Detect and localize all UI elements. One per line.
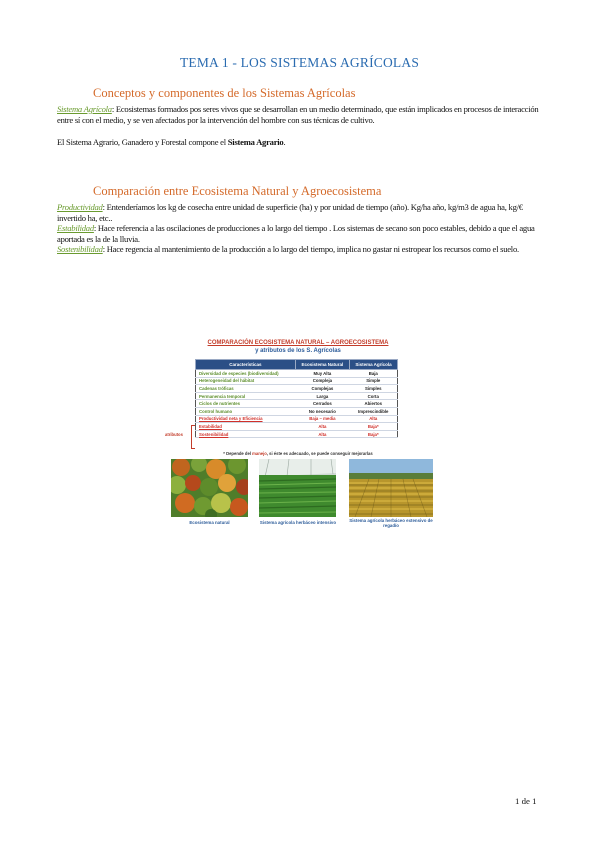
table-row <box>196 407 398 415</box>
caption-intensive: Sistema agrícola herbáceo intensivo <box>259 520 337 525</box>
section-heading-concepts: Conceptos y componentes de los Sistemas Agrícolas <box>93 86 356 100</box>
table-cell: Cadenas tróficas <box>196 385 296 393</box>
figure-title: COMPARACIÓN ECOSISTEMA NATURAL – AGROECOSISTEMA <box>207 340 389 346</box>
table-cell: Larga <box>295 392 349 400</box>
comparison-table <box>195 359 398 438</box>
table-cell: Simple <box>350 377 398 385</box>
text-end: . <box>283 137 286 147</box>
table-row-attribute <box>196 415 398 423</box>
table-cell: Heterogeneidad del hábitat <box>196 377 296 385</box>
paragraph-sistema-agrario <box>57 137 543 148</box>
table-cell: Baja* <box>350 430 398 438</box>
term-sistema-agricola: Sistema Agrícola <box>57 104 112 114</box>
table-cell: Compleja <box>295 377 349 385</box>
attribute-text: : Hace referencia a las oscilaciones de producciones a lo largo del tiempo . Los sistemas de secano son poco estables, debido a que el agua aportada es la de la lluvia. <box>57 223 535 244</box>
photo-extensive-field <box>349 459 433 517</box>
section-heading-comparison: Comparación entre Ecosistema Natural y Agroecosistema <box>93 184 382 198</box>
table-cell: Imprescindible <box>350 407 398 415</box>
term-sostenibilidad: Sostenibilidad <box>57 244 103 255</box>
attributes-list <box>57 202 543 255</box>
table-cell: Control humano <box>196 407 296 415</box>
figure-subtitle: y atributos de los S. Agrícolas <box>255 348 341 354</box>
figure-note <box>163 451 433 456</box>
table-cell: Baja <box>350 370 398 378</box>
attributes-label: atributos <box>165 432 183 437</box>
table-cell: Productividad neta y Eficiencia <box>196 415 296 423</box>
table-cell: Abiertos <box>350 400 398 408</box>
table-cell: Baja* <box>350 423 398 431</box>
attribute-text: : Hace regencia al mantenimiento de la producción a lo largo del tiempo, implica no gastar ni estropear los recursos como el suelo. <box>102 244 519 255</box>
attribute-text: : Entenderíamos los kg de cosecha entre unidad de superficie (ha) y por unidad de tiempo (año). Kg/ha año, kg/m3 de agua ha, kg/€ invertido ha, etc.. <box>57 202 523 223</box>
table-row-attribute <box>196 423 398 431</box>
photo-natural-ecosystem <box>171 459 248 517</box>
table-row <box>196 400 398 408</box>
table-cell: Alta <box>295 423 349 431</box>
table-header-row <box>196 360 398 370</box>
table-row <box>196 385 398 393</box>
attribute-sostenibilidad <box>57 244 543 255</box>
table-cell: Estabilidad <box>196 423 296 431</box>
comparison-figure <box>163 338 433 528</box>
paragraph-sistema-agricola <box>57 104 543 125</box>
table-cell: Simples <box>350 385 398 393</box>
table-cell: Alta <box>295 430 349 438</box>
brace-icon <box>191 425 195 449</box>
definition-text: : Ecosistemas formados pos seres vivos que se desarrollan en un medio determinado, que están implicados en procesos de interacción entre sí con el medio, y se ven afectados por la intervención del hombre con sus técnicas de cultivo. <box>57 104 539 125</box>
photo-greenhouse-crop <box>259 459 336 517</box>
table-cell: Diversidad de especies (biodiversidad) <box>196 370 296 378</box>
note-text-end: , si éste es adecuado, se puede conseguir mejorarlas <box>266 451 373 456</box>
table-cell: Muy Alta <box>295 370 349 378</box>
table-cell: Permanencia temporal <box>196 392 296 400</box>
page-number: 1 de 1 <box>515 796 537 806</box>
header-sistema-agricola: Sistema Agrícola <box>350 360 398 370</box>
caption-extensive: Sistema agrícola herbáceo extensivo de regadío <box>349 518 433 528</box>
table-cell: Alta <box>350 415 398 423</box>
table-cell: No necesario <box>295 407 349 415</box>
table-cell: Complejas <box>295 385 349 393</box>
bold-term: Sistema Agrario <box>227 137 284 147</box>
table-row <box>196 377 398 385</box>
caption-natural: Ecosistema natural <box>189 520 230 525</box>
table-row <box>196 392 398 400</box>
header-caracteristicas: Características <box>196 360 296 370</box>
header-ecosistema-natural: Ecosistema Natural <box>295 360 349 370</box>
table-row-attribute <box>196 430 398 438</box>
note-text: * Depende del <box>223 451 253 456</box>
text: El Sistema Agrario, Ganadero y Forestal compone el <box>57 137 228 147</box>
table-cell: Ciclos de nutrientes <box>196 400 296 408</box>
note-highlight: manejo <box>252 451 267 456</box>
term-estabilidad: Estabilidad <box>57 223 94 234</box>
attribute-estabilidad <box>57 223 543 244</box>
table-row <box>196 370 398 378</box>
table-cell: Cerrados <box>295 400 349 408</box>
page-title: TEMA 1 - LOS SISTEMAS AGRÍCOLAS <box>179 55 420 70</box>
term-productividad: Productividad <box>57 202 103 212</box>
table-cell: Baja – media <box>295 415 349 423</box>
attribute-productividad <box>57 202 543 223</box>
table-cell: Sostenibilidad <box>196 430 296 438</box>
table-cell: Corta <box>350 392 398 400</box>
